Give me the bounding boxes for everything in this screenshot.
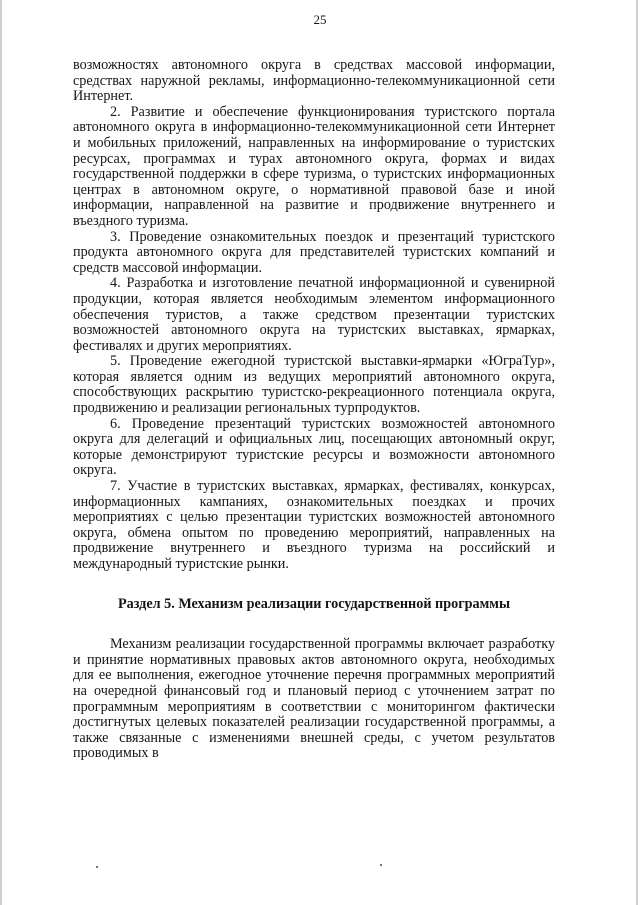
paragraph-item-7: 7. Участие в туристских выставках, ярмарках, фестивалях, конкурсах, информационных кампаниях, ознакомительных поездках и прочих мероприятиях с целью презентации туристских возможностей автономного округа, обмена опытом по проведению мероприятий, направленных на продвижение внутреннего и въездного туризма на российский и международный туристские рынки. [73,478,555,572]
paragraph-item-2: 2. Развитие и обеспечение функционирования туристского портала автономного округа в информационно-телекоммуникационной сети Интернет и мобильных приложений, направленных на информирование о туристских ресурсах, программах и турах автономного округа, формах и видах государственной поддержки в сфере туризма, о туристских информационных центрах в автономном округе, о нормативной правовой базе и иной информации, направленной на развитие и продвижение внутреннего и въездного туризма. [73,103,555,229]
paragraph-continuation: возможностях автономного округа в средствах массовой информации, средствах наружной рекламы, информационно-телекоммуникационной сети Интернет. [73,57,555,105]
document-body [73,58,555,762]
scan-edge-left [0,0,2,905]
paragraph-mechanism: Механизм реализации государственной программы включает разработку и принятие нормативных правовых актов автономного округа, необходимых для ее выполнения, ежегодное уточнение перечня программных мероприятий на очередной финансовый год и плановый период с уточнением затрат по программным мероприятиям в соответствии с мониторингом фактически достигнутых целевых показателей реализации государственной программы, а также связанные с изменениями внешней среды, с учетом результатов проводимых в [73,636,555,762]
section-title: Раздел 5. Механизм реализации государственной программы [117,595,511,612]
paragraph-item-4: 4. Разработка и изготовление печатной информационной и сувенирной продукции, которая является необходимым элементом информационного обеспечения туристов, а также средством презентации туристских возможностей автономного округа на туристских выставках, ярмарках, фестивалях и других мероприятиях. [73,275,555,354]
paragraph-item-3: 3. Проведение ознакомительных поездок и презентаций туристского продукта автономного округа для представителей туристских компаний и средств массовой информации. [73,228,555,276]
scan-speck [96,866,98,868]
page-number: 25 [313,12,327,27]
scan-speck [380,864,382,866]
paragraph-item-6: 6. Проведение презентаций туристских возможностей автономного округа для делегаций и официальных лиц, посещающих автономный округ, которые демонстрируют туристские ресурсы и возможности автономного округа. [73,415,555,479]
scan-edge-right [636,0,638,905]
paragraph-item-5: 5. Проведение ежегодной туристской выставки-ярмарки «ЮграТур», которая является одним из ведущих мероприятий автономного округа, способствующих раскрытию туристско-рекреационного потенциала округа, продвижению и реализации региональных турпродуктов. [73,353,555,417]
